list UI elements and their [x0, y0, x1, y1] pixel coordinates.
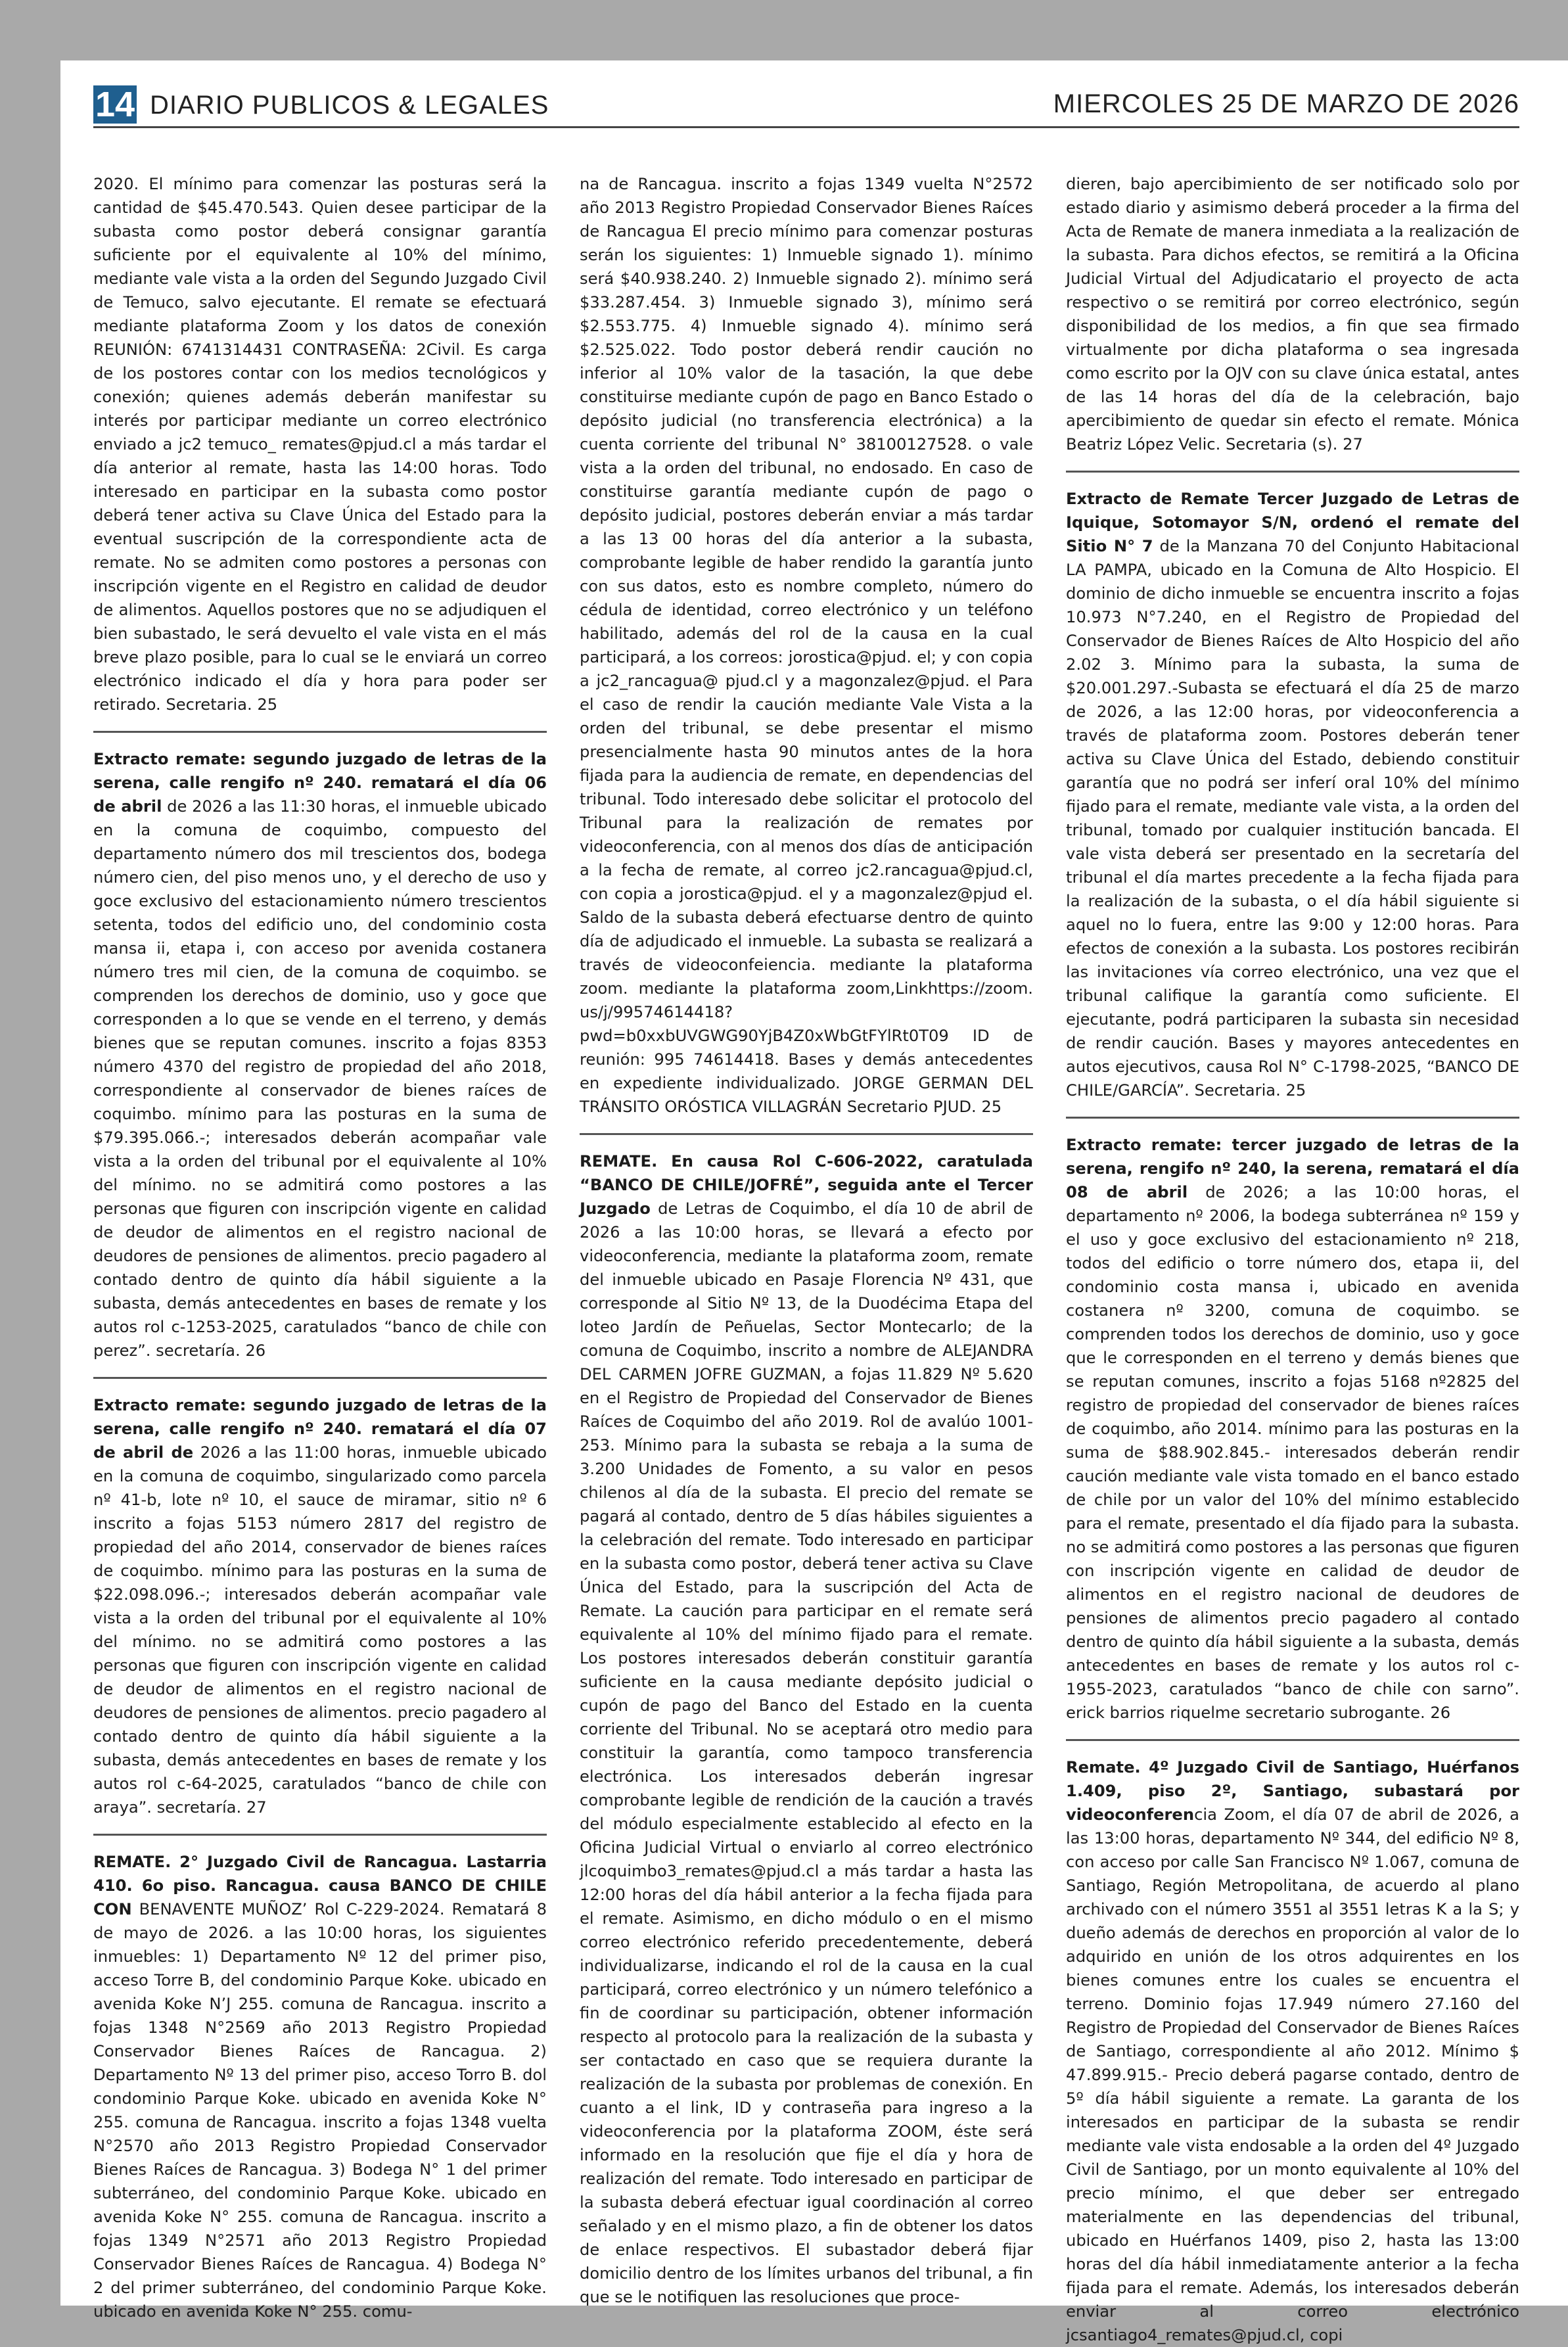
page-header: [93, 83, 1519, 126]
header-rule: [93, 126, 1519, 128]
notice-divider: [1066, 1117, 1519, 1119]
publication-title: DIARIO PUBLICOS & LEGALES: [150, 91, 549, 120]
column-3: [1066, 172, 1519, 2344]
column-1: [93, 172, 547, 2321]
notice-body: dieren, bajo apercibimiento de ser notificado solo por estado diario y asimismo deberá proceder a la firma del Acta de Remate de manera inmediata a la realización de la subasta. Para dichos efectos, se remitirá a la Oficina Judicial Virtual del Adjudicatario el proyecto de acta respectivo o se remitirá por correo electrónico, según disponibilidad de los medios, a fin que sea firmado virtualmente por dicha plataforma o sea ingresada como escrito por la OJV con su clave única estatal, antes de las 14 horas del día de la celebración, bajo apercibimiento de quedar sin efecto el remate. Mónica Beatriz López Velic. Secretaria (s). 27: [1066, 175, 1519, 453]
notice-heading: Extracto remate: segundo juzgado de letras de la serena, calle rengifo nº 240. rematará el día 07 de abril de: [93, 1396, 547, 1462]
notice-body: de 2026; a las 10:00 horas, el departamento nº 2006, la bodega subterránea nº 159 y el uso y goce exclusivo del estacionamiento nº 218, todos del edificio o torre número dos, etapa ii, del condominio costa mansa i, ubicado en avenida costanera nº 3200, comuna de coquimbo. se comprenden todos los derechos de dominio, uso y goce que le corresponden en el terreno y demás bienes que se reputan comunes, inscrito a fojas 5168 nº2825 del registro de propiedad del conservador de bienes raíces de coquimbo, año 2014. mínimo para las posturas en la suma de $88.902.845.- interesados deberán rendir caución mediante vale vista tomado en el banco estado de chile por un valor del 10% del mínimo establecido para el remate, presentado el día fijado para la subasta. no se admitirá como postores a las personas que figuren con inscripción vigente en calidad de deudor de alimentos en el registro nacional de deudores de pensiones de alimentos precio pagadero al contado dentro de quinto día hábil siguiente a la subasta, demás antecedentes en bases de remate y los autos rol c-1955-2023, caratulados “banco de chile con sarno”. erick barrios riquelme secretario subrogante. 26: [1066, 1183, 1519, 1722]
page-number: 14: [93, 85, 137, 124]
notice-heading: Extracto de Remate Tercer Juzgado de Letras de Iquique, Sotomayor S/N, ordenó el remate del Sitio N° 7: [1066, 490, 1519, 555]
notice-body: de 2026 a las 11:30 horas, el inmueble ubicado en la comuna de coquimbo, compuesto del departamento número dos mil trescientos dos, bodega número cien, del piso menos uno, y el derecho de uso y goce exclusivo del estacionamiento número trescientos setenta, todos del edificio uno, del condominio costa mansa ii, etapa i, con acceso por avenida costanera número tres mil cien, de la comuna de coquimbo. se comprenden los derechos de dominio, uso y goce que corresponden a lo que se vende en el terreno, y demás bienes que se reputan comunes. inscrito a fojas 8353 número 4370 del registro de propiedad del año 2018, correspondiente al conservador de bienes raíces de coquimbo. mínimo para las posturas en la suma de $79.395.066.-; interesados deberán acompañar vale vista a la orden del tribunal por el equivalente al 10% del mínimo. no se admitirá como postores a las personas que figuren con inscripción vigente en calidad de deudor de alimentos en el registro nacional de deudores de pensiones de alimentos. precio pagadero al contado dentro de quinto día hábil siguiente a la subasta, demás antecedentes en bases de remate y los autos rol c-1253-2025, caratulados “banco de chile con perez”. secretaría. 26: [93, 797, 547, 1360]
notice: [580, 1150, 1033, 2309]
notice: [93, 1393, 547, 1819]
notice-continued: [1066, 172, 1519, 456]
notice-divider: [93, 1834, 547, 1836]
notice-body: na de Rancagua. inscrito a fojas 1349 vuelta N°2572 año 2013 Registro Propiedad Conservador Bienes Raíces de Rancagua El precio mínimo para comenzar posturas serán los siguientes: 1) Inmueble signado 1). mínimo será $40.938.240. 2) Inmueble signado 2). mínimo será $33.287.454. 3) Inmueble signado 3), mínimo será $2.553.775. 4) Inmueble signado 4). mínimo será $2.525.022. Todo postor deberá rendir caución no inferior al 10% valor de la tasación, la que debe constituirse mediante cupón de pago en Banco Estado o depósito judicial (no transferencia electrónica) a la cuenta corriente del tribunal N° 38100127528. o vale vista a la orden del tribunal, no endosado. En caso de constituirse garantía mediante cupón de pago o depósito judicial, postores deberán enviar a más tardar a las 13 00 horas del día anterior a la subasta, comprobante legible de haber rendido la garantía junto con sus datos, esto es nombre completo, número do cédula de identidad, correo electrónico y un teléfono habilitado, además del rol de la causa en la cual participará, a los correos: jorostica@pjud. el; y con copia a jc2_rancagua@ pjud.cl y a magonzalez@pjud. el Para el caso de rendir la caución mediante Vale Vista a la orden del tribunal, se debe presentar el mismo presencialmente hasta 90 minutos antes de la hora fijada para la audiencia de remate, en dependencias del tribunal. Todo interesado debe solicitar el protocolo del Tribunal para la realización de remates por videoconferencia, con al menos dos días de anticipación a la fecha de remate, al correo jc2.rancagua@pjud.cl, con copia a jorostica@pjud. el y a magonzalez@pjud el. Saldo de la subasta deberá efectuarse dentro de quinto día de adjudicado el inmueble. La subasta se realizará a través de videoconfeiencia. mediante la plataforma zoom. mediante la plataforma zoom,Linkhttps://zoom. us/j/99574614418?pwd=b0xxbUVGWG90YjB4Z0xWbGtFYlRt0T09 ID de reunión: 995 74614418. Bases y demás antecedentes en expediente individualizado. JORGE GERMAN DEL TRÁNSITO ORÓSTICA VILLAGRÁN Secretario PJUD. 25: [580, 175, 1033, 1116]
notice-body: de Letras de Coquimbo, el día 10 de abril de 2026 a las 10:00 horas, se llevará a efecto por videoconferencia, mediante la plataforma zoom, remate del inmueble ubicado en Pasaje Florencia Nº 431, que corresponde al Sitio Nº 13, de la Duodécima Etapa del loteo Jardín de Peñuelas, Sector Montecarlo; de la comuna de Coquimbo, inscrito a nombre de ALEJANDRA DEL CARMEN JOFRE GUZMAN, a fojas 11.829 Nº 5.620 en el Registro de Propiedad del Conservador de Bienes Raíces de Coquimbo del año 2019. Rol de avalúo 1001-253. Mínimo para la subasta se rebaja a la suma de 3.200 Unidades de Fomento, a su valor en pesos chilenos al día de la subasta. El precio del remate se pagará al contado, dentro de 5 días hábiles siguientes a la celebración del remate. Todo interesado en participar en la subasta como postor, deberá tener activa su Clave Única del Estado, para la suscripción del Acta de Remate. La caución para participar en el remate será equivalente al 10% del mínimo fijado para el remate. Los postores interesados deberán constituir garantía suficiente en la causa mediante depósito judicial o cupón de pago del Banco del Estado en la cuenta corriente del Tribunal. No se aceptará otro medio para constituir la garantía, como tampoco transferencia electrónica. Los interesados deberán ingresar comprobante legible de rendición de la caución a través del módulo especialmente establecido al efecto en la Oficina Judicial Virtual o enviarlo al correo electrónico jlcoquimbo3_remates@pjud.cl a más tardar a hasta las 12:00 horas del día hábil anterior a la fecha fijada para el remate. Asimismo, en dicho módulo o en el mismo correo electrónico referido precedentemente, deberá individualizarse, indicando el rol de la causa en la cual participará, correo electrónico y un número telefónico a fin de coordinar su participación, obtener información respecto al protocolo para la realización de la subasta y ser contactado en caso que se requiera durante la realización de la subasta por problemas de conexión. En cuanto a el link, ID y contraseña para ingreso a la videoconferencia por la plataforma ZOOM, éste será informado en la resolución que fije el día y hora de realización del remate. Todo interesado en participar de la subasta deberá efectuar igual coordinación al correo señalado y en el mismo plazo, a fin de obtener los datos de enlace respectivos. El subastador deberá fijar domicilio dentro de los límites urbanos del tribunal, a fin que se le notifiquen las resoluciones que proce-: [580, 1199, 1033, 2306]
notice-divider: [1066, 1739, 1519, 1741]
notice: [93, 1850, 547, 2323]
notice-heading: Extracto remate: segundo juzgado de letras de la serena, calle rengifo nº 240. rematará el día 06 de abril: [93, 750, 547, 816]
notice-body: de la Manzana 70 del Conjunto Habitacional LA PAMPA, ubicado en la Comuna de Alto Hospicio. El dominio de dicho inmueble se encuentra inscrito a fojas 10.973 N°7.240, en el Registro de Propiedad del Conservador de Bienes Raíces de Alto Hospicio del año 2.02 3. Mínimo para la subasta, la suma de $20.001.297.-Subasta se efectuará el día 25 de marzo de 2026, a las 12:00 horas, por videoconferencia a través de plataforma zoom. Postores deberán tener activa su Clave Única del Estado, debiendo constituir garantía que no podrá ser inferí oral 10% del mínimo fijado para el remate, mediante vale vista, a la orden del tribunal, tomado por cualquier institución bancada. El vale vista deberá ser presentado en la secretaría del tribunal el día martes precedente a la fecha fijada para la realización de la subasta, o el día hábil siguiente si aquel no lo fuera, entre las 9:00 y 12:00 horas. Para efectos de conexión a la subasta. Los postores recibirán las invitaciones vía correo electrónico, una vez que el tribunal califique la garantía como suficiente. El ejecutante, podrá participaren la subasta sin necesidad de rendir caución. Bases y mayores antecedentes en autos ejecutivos, causa Rol N° C-1798-2025, “BANCO DE CHILE/GARCÍA”. Secretaria. 25: [1066, 537, 1519, 1100]
notice: [93, 747, 547, 1362]
notice-divider: [93, 731, 547, 733]
notice: [1066, 487, 1519, 1102]
notice: [1066, 1133, 1519, 1725]
notice: [1066, 1755, 1519, 2347]
notice-heading: Extracto remate: tercer juzgado de letras de la serena, rengifo nº 240, la serena, rematará el día 08 de abril: [1066, 1136, 1519, 1201]
column-2: [580, 172, 1033, 2306]
notice-divider: [580, 1133, 1033, 1135]
issue-date: MIERCOLES 25 DE MARZO DE 2026: [1053, 89, 1519, 118]
notice-heading: REMATE. En causa Rol C-606-2022, caratulada “BANCO DE CHILE/JOFRÉ”, seguida ante el Tercer Juzgado: [580, 1152, 1033, 1218]
notice-divider: [1066, 471, 1519, 473]
notice-body: cia Zoom, el día 07 de abril de 2026, a las 13:00 horas, departamento Nº 344, del edificio Nº 8, con acceso por calle San Francisco Nº 1.067, comuna de Santiago, Región Metropolitana, de acuerdo al plano archivado con el número 3551 al 3551 letras K a la S; y dueño además de derechos en proporción al valor de lo adquirido en unión de los otros adquirentes en los bienes comunes entre los cuales se encuentra el terreno. Dominio fojas 17.949 número 27.160 del Registro de Propiedad del Conservador de Bienes Raíces de Santiago, correspondiente al año 2012. Mínimo $ 47.899.915.- Precio deberá pagarse contado, dentro de 5º día hábil siguiente a remate. La garanta de los interesados en participar de la subasta se rendir mediante vale vista endosable a la orden del 4º Juzgado Civil de Santiago, por un monto equivalente al 10% del precio mínimo, el que deber ser entregado materialmente en las dependencias del tribunal, ubicado en Huérfanos 1409, piso 2, hasta las 13:00 horas del día hábil inmediatamente anterior a la fecha fijada para el remate. Además, los interesados deberán enviar al correo electrónico jcsantiago4_remates@pjud.cl, copi: [1066, 1805, 1519, 2344]
notice-heading: Remate. 4º Juzgado Civil de Santiago, Huérfanos 1.409, piso 2º, Santiago, subastará por videoconferen: [1066, 1758, 1519, 1824]
notice-continued: [580, 172, 1033, 1119]
notice-body: BENAVENTE MUÑOZ’ Rol C-229-2024. Rematará 8 de mayo de 2026. a las 10:00 horas, los siguientes inmuebles: 1) Departamento Nº 12 del primer piso, acceso Torre B, del condominio Parque Koke. ubicado en avenida Koke N’J 255. comuna de Rancagua. inscrito a fojas 1348 N°2569 año 2013 Registro Propiedad Conservador Bienes Raíces de Rancagua. 2) Departamento Nº 13 del primer piso, acceso Torro B. dol condominio Parque Koke. ubicado en avenida Koke N° 255. comuna de Rancagua. inscrito a fojas 1348 vuelta N°2570 año 2013 Registro Propiedad Conservador Bienes Raíces de Rancagua. 3) Bodega N° 1 del primer subterráneo, del condominio Parque Koke. ubicado en avenida Koke N° 255. comuna de Rancagua. inscrito a fojas 1349 N°2571 año 2013 Registro Propiedad Conservador Bienes Raíces de Rancagua. 4) Bodega N° 2 del primer subterráneo, del condominio Parque Koke. ubicado en avenida Koke N° 255. comu-: [93, 1900, 547, 2321]
notice-divider: [93, 1377, 547, 1379]
notice-continued: [93, 172, 547, 716]
notice-heading: REMATE. 2° Juzgado Civil de Rancagua. Lastarria 410. 6o piso. Rancagua. causa BANCO DE CHILE CON: [93, 1853, 547, 1918]
notice-body: 2020. El mínimo para comenzar las posturas será la cantidad de $45.470.543. Quien desee participar de la subasta como postor deberá consignar garantía suficiente por el equivalente al 10% del mínimo, mediante vale vista a la orden del Segundo Juzgado Civil de Temuco, salvo ejecutante. El remate se efectuará mediante plataforma Zoom y los datos de conexión REUNIÓN: 6741314431 CONTRASEÑA: 2Civil. Es carga de los postores contar con los medios tecnológicos y conexión; quienes además deberán manifestar su interés por participar mediante un correo electrónico enviado a jc2 temuco_ remates@pjud.cl a más tardar el día anterior al remate, hasta las 14:00 horas. Todo interesado en participar en la subasta como postor deberá tener activa su Clave Única del Estado para la eventual suscripción de la correspondiente acta de remate. No se admiten como postores a personas con inscripción vigente en el Registro en calidad de deudor de alimentos. Aquellos postores que no se adjudiquen el bien subastado, le será devuelto el vale vista en el más breve plazo posible, para lo cual se le enviará un correo electrónico indicado el día y hora para poder ser retirado. Secretaria. 25: [93, 175, 547, 714]
notice-body: 2026 a las 11:00 horas, inmueble ubicado en la comuna de coquimbo, singularizado como parcela nº 41-b, lote nº 10, el sauce de miramar, sitio nº 6 inscrito a fojas 5153 número 2817 del registro de propiedad del año 2014, conservador de bienes raíces de coquimbo. mínimo para las posturas en la suma de $22.098.096.-; interesados deberán acompañar vale vista a la orden del tribunal por el equivalente al 10% del mínimo. no se admitirá como postores a las personas que figuren con inscripción vigente en calidad de deudor de alimentos en el registro nacional de deudores de pensiones de alimentos. precio pagadero al contado dentro de quinto día hábil siguiente a la subasta, demás antecedentes en bases de remate y los autos rol c-64-2025, caratulados “banco de chile con araya”. secretaría. 27: [93, 1443, 547, 1817]
